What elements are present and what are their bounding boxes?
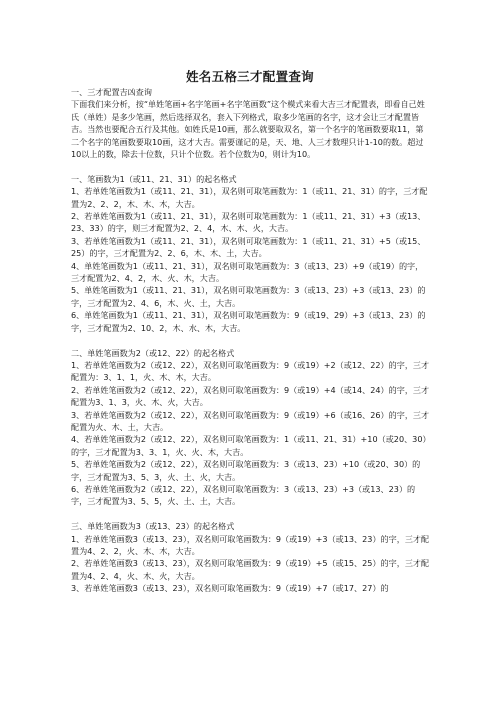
section-heading: 三、单姓笔画数为3（或13、23）的起名格式: [71, 521, 235, 532]
intro-heading: 一、三才配置吉凶查询: [71, 87, 152, 97]
list-item: 2、若单姓笔画数3（或13、23），双名则可取笔画数为：9（或19）+5（或15、25）的字，三才配置为4、2、4，火、木、火，大吉。: [71, 558, 430, 581]
list-item: 1、若单姓笔画数为2（或12、22），双名则可取笔画数为：9（或19）+2（或12、22）的字，三才配置为：3、1、1，火、木、木，大吉。: [71, 359, 430, 383]
section-heading: 一、笔画数为1（或11、21、31）的起名格式: [71, 173, 237, 184]
section-spacer: [71, 160, 431, 172]
list-item: 4、单姓笔画数为1（或11、21、31），双名则可取笔画数为：3（或13、23）+9（或19）的字，三才配置为2、4、2，木、火、木，大吉。: [71, 260, 424, 284]
section-spacer: [71, 508, 431, 520]
document-title: 姓名五格三才配置查询: [185, 69, 314, 84]
list-item: 6、单姓笔画数为1（或11、21、31），双名则可取笔画数为：9（或19、29）+3（或13、23）的字，三才配置为2、10、2，木、水、木，大吉。: [71, 310, 426, 333]
list-item: 4、若单姓笔画数为2（或12、22），双名则可取笔画数为：1（或11、21、31）+10（或20、30）的字，三才配置为3、3、1，火、火、木，大吉。: [71, 434, 431, 457]
list-item: 5、若单姓笔画数为2（或12、22），双名则可取笔画数为：3（或13、23）+10（或20、30）的字，三才配置为3、5、3，火、土、火，大吉。: [71, 459, 421, 482]
list-item: 5、单姓笔画数为1（或11、21、31），双名则可取笔画数为：3（或13、23）+3（或13、23）的字，三才配置为2、4、6，木、火、土，大吉。: [71, 285, 426, 308]
list-item: 2、若单姓笔画数为1（或11、21、31），双名则可取笔画数为：1（或11、21、31）+3（或13、23、33）的字，则三才配置为2、2、4，木、木、火，大吉。: [71, 211, 426, 234]
list-item: 3、若单姓笔画数为1（或11、21、31），双名则可取笔画数为：1（或11、21、31）+5（或15、25）的字，三才配置为2、2、6，木、木、土，大吉。: [71, 235, 426, 259]
list-item: 3、若单姓笔画数3（或13、23），双名则可取笔画数为：9（或19）+7（或17、27）的: [71, 583, 389, 594]
list-item: 6、若单姓笔画数为2（或12、22），双名则可取笔画数为：3（或13、23）+3（或13、23）的字，三才配置为3、5、5，火、土、土，大吉。: [71, 483, 416, 507]
section-spacer: [71, 334, 431, 346]
list-item: 2、若单姓笔画数为2（或12、22），双名则可取笔画数为：9（或19）+4（或14、24）的字，三才配置为3、1、3，火、木、火，大吉。: [71, 384, 430, 408]
list-item: 1、若单姓笔画数3（或13、23），双名则可取笔画数为：9（或19）+3（或13、23）的字，三才配置为4、2、2，火、木、木，大吉。: [71, 533, 430, 556]
section-heading: 二、单姓笔画数为2（或12、22）的起名格式: [71, 347, 235, 358]
intro-paragraph: 下面我们来分析，按“单姓笔画+名字笔画+名字笔画数”这个模式来看大吉三才配置表，即看自己姓氏（单姓）是多少笔画，然后选择双名，套入下列格式，取多少笔画的名字，这才会让三才配置皆吉。当然也要配合五行及其他。如姓氏是10画，那么就要取双名，第一个名字的笔画数要取11，第二个名字的笔画数要取10画，这才大吉。需要谨记的是，天、地、人三才数理只计1-10的数。超过10以上的数，除去十位数，只计个位数。若个位数为0，则计为10。: [71, 99, 425, 160]
document-body: [71, 86, 431, 595]
list-item: 1、若单姓笔画数为1（或11、21、31），双名则可取笔画数为：1（或11、21、31）的字，三才配置为2、2、2，木、木、木，大吉。: [71, 186, 428, 209]
list-item: 3、若单姓笔画数为2（或12、22），双名则可取笔画数为：9（或19）+6（或16、26）的字，三才配置为火、木、土，大吉。: [71, 409, 430, 432]
